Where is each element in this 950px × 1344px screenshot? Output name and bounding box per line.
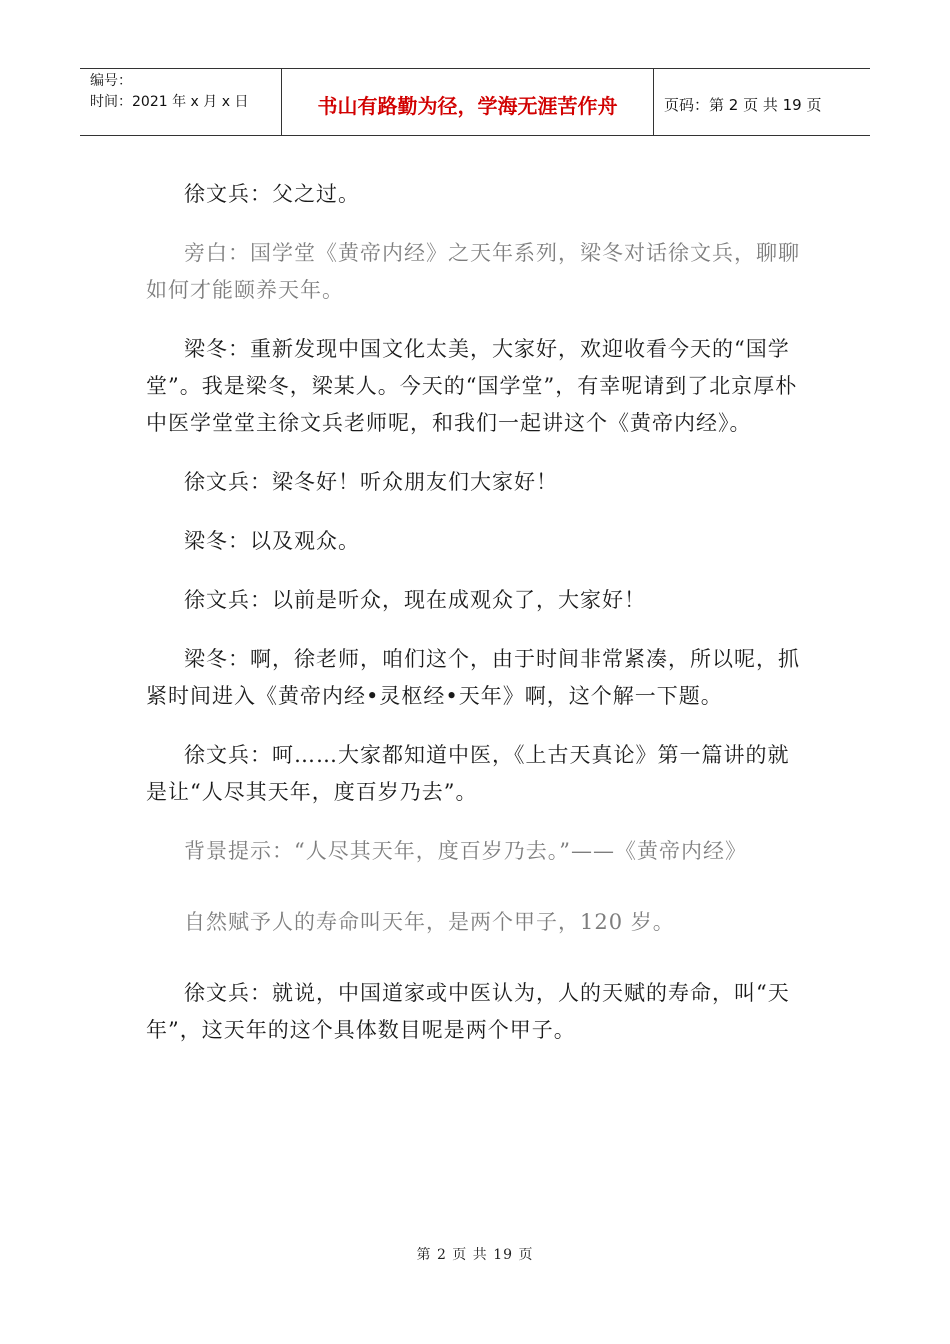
time-label: 时间：2021 年 x 月 x 日 [90, 94, 249, 110]
header-motto: 书山有路勤为径，学海无涯苦作舟 [281, 69, 654, 135]
paragraph: 梁冬：重新发现中国文化太美，大家好，欢迎收看今天的“国学堂”。我是梁冬，梁某人。今天的“国学堂”，有幸呢请到了北京厚朴中医学堂堂主徐文兵老师呢，和我们一起讲这个《黄帝内经》。 [146, 337, 798, 435]
header-meta [80, 69, 281, 135]
number-label: 编号： [90, 73, 132, 89]
paragraph: 徐文兵：就说，中国道家或中医认为，人的天赋的寿命，叫“天年”，这天年的这个具体数目呢是两个甲子。 [146, 981, 790, 1042]
page-header [80, 68, 870, 136]
paragraph: 梁冬：以及观众。 [184, 529, 360, 553]
page-footer: 第 2 页 共 19 页 [416, 1247, 534, 1263]
header-page-label: 页码：第 2 页 共 19 页 [664, 95, 822, 114]
paragraph: 徐文兵：以前是听众，现在成观众了，大家好！ [184, 588, 646, 612]
paragraph: 背景提示：“人尽其天年，度百岁乃去。”——《黄帝内经》 [184, 839, 747, 863]
paragraph: 徐文兵：父之过。 [184, 182, 360, 206]
paragraph: 徐文兵：呵……大家都知道中医，《上古天真论》第一篇讲的就是让“人尽其天年，度百岁乃去”。 [146, 743, 790, 804]
paragraph: 徐文兵：梁冬好！听众朋友们大家好！ [184, 470, 558, 494]
paragraph: 梁冬：啊，徐老师，咱们这个，由于时间非常紧凑，所以呢，抓紧时间进入《黄帝内经•灵枢经•天年》啊，这个解一下题。 [146, 647, 800, 708]
paragraph: 旁白：国学堂《黄帝内经》之天年系列，梁冬对话徐文兵，聊聊如何才能颐养天年。 [146, 241, 800, 302]
paragraph: 自然赋予人的寿命叫天年，是两个甲子，120 岁。 [184, 910, 675, 934]
document-body [146, 176, 806, 1071]
